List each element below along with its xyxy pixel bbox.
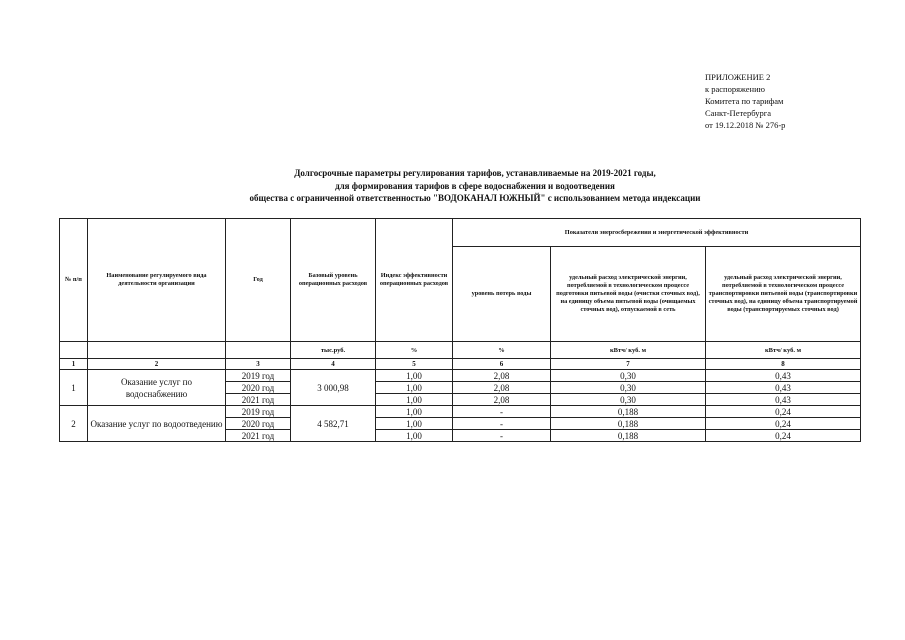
unit-index: % <box>376 342 453 359</box>
service-name: Оказание услуг по водоснабжению <box>88 370 226 406</box>
title-line: для формирования тарифов в сфере водоснабжения и водоотведения <box>335 180 615 191</box>
header-energy-group: Показатели энергосбережения и энергетической эффективности <box>453 219 861 247</box>
unit-empty <box>60 342 88 359</box>
water-energy-cell: 0,188 <box>551 430 706 442</box>
appendix-line: Санкт-Петербурга <box>705 108 771 118</box>
water-energy-cell: 0,30 <box>551 370 706 382</box>
appendix-block <box>705 71 785 131</box>
transport-energy-cell: 0,43 <box>706 394 861 406</box>
losses-cell: - <box>453 406 551 418</box>
transport-energy-cell: 0,24 <box>706 430 861 442</box>
table-row <box>60 406 861 418</box>
losses-cell: - <box>453 430 551 442</box>
losses-cell: 2,08 <box>453 370 551 382</box>
header-activity: Наименование регулируемого вида деятельности организации <box>88 219 226 342</box>
index-cell: 1,00 <box>376 418 453 430</box>
table-row <box>60 370 861 382</box>
appendix-line: к распоряжению <box>705 84 765 94</box>
index-cell: 1,00 <box>376 430 453 442</box>
header-efficiency-index: Индекс эффективности операционных расходов <box>376 219 453 342</box>
year-cell: 2020 год <box>226 418 291 430</box>
header-base-opex: Базовый уровень операционных расходов <box>291 219 376 342</box>
appendix-line: от 19.12.2018 № 276-р <box>705 120 786 130</box>
header-year: Год <box>226 219 291 342</box>
document-title <box>140 167 810 205</box>
index-cell: 1,00 <box>376 394 453 406</box>
header-num: № п/п <box>60 219 88 342</box>
transport-energy-cell: 0,24 <box>706 406 861 418</box>
header-water-energy: удельный расход электрической энергии, потребляемой в технологическом процессе подготовки питьевой воды (очистки сточных вод), на единицу объема питьевой воды (очищаемых сточных вод), отпускаемой в сеть <box>551 247 706 342</box>
base-opex-cell: 4 582,71 <box>291 406 376 442</box>
unit-transport-energy: кВтч/ куб. м <box>706 342 861 359</box>
appendix-line: Комитета по тарифам <box>705 96 784 106</box>
row-num: 1 <box>60 370 88 406</box>
col-number: 1 <box>60 359 88 370</box>
col-number: 6 <box>453 359 551 370</box>
water-energy-cell: 0,188 <box>551 418 706 430</box>
title-line: общества с ограниченной ответственностью "ВОДОКАНАЛ ЮЖНЫЙ" с использованием метода индексации <box>249 193 701 203</box>
header-transport-energy: удельный расход электрической энергии, потребляемой в технологическом процессе транспортировки питьевой воды (транспортировки сточных вод), на единицу объема транспортируемой воды (транспортируемых сточных вод) <box>706 247 861 342</box>
appendix-line: ПРИЛОЖЕНИЕ 2 <box>705 72 771 82</box>
row-num: 2 <box>60 406 88 442</box>
transport-energy-cell: 0,43 <box>706 370 861 382</box>
col-number: 7 <box>551 359 706 370</box>
title-line: Долгосрочные параметры регулирования тарифов, устанавливаемые на 2019-2021 годы, <box>294 168 656 178</box>
losses-cell: - <box>453 418 551 430</box>
col-number: 8 <box>706 359 861 370</box>
losses-cell: 2,08 <box>453 382 551 394</box>
year-cell: 2019 год <box>226 406 291 418</box>
unit-empty <box>88 342 226 359</box>
index-cell: 1,00 <box>376 370 453 382</box>
col-number: 3 <box>226 359 291 370</box>
year-cell: 2019 год <box>226 370 291 382</box>
unit-water-energy: кВтч/ куб. м <box>551 342 706 359</box>
index-cell: 1,00 <box>376 382 453 394</box>
col-number: 5 <box>376 359 453 370</box>
year-cell: 2021 год <box>226 394 291 406</box>
water-energy-cell: 0,30 <box>551 394 706 406</box>
transport-energy-cell: 0,43 <box>706 382 861 394</box>
transport-energy-cell: 0,24 <box>706 418 861 430</box>
unit-losses: % <box>453 342 551 359</box>
year-cell: 2021 год <box>226 430 291 442</box>
col-number: 2 <box>88 359 226 370</box>
year-cell: 2020 год <box>226 382 291 394</box>
parameters-table <box>59 218 861 442</box>
header-water-losses: уровень потерь воды <box>453 247 551 342</box>
index-cell: 1,00 <box>376 406 453 418</box>
col-number: 4 <box>291 359 376 370</box>
water-energy-cell: 0,188 <box>551 406 706 418</box>
base-opex-cell: 3 000,98 <box>291 370 376 406</box>
unit-empty <box>226 342 291 359</box>
unit-base: тыс.руб. <box>291 342 376 359</box>
service-name: Оказание услуг по водоотведению <box>88 406 226 442</box>
losses-cell: 2,08 <box>453 394 551 406</box>
water-energy-cell: 0,30 <box>551 382 706 394</box>
